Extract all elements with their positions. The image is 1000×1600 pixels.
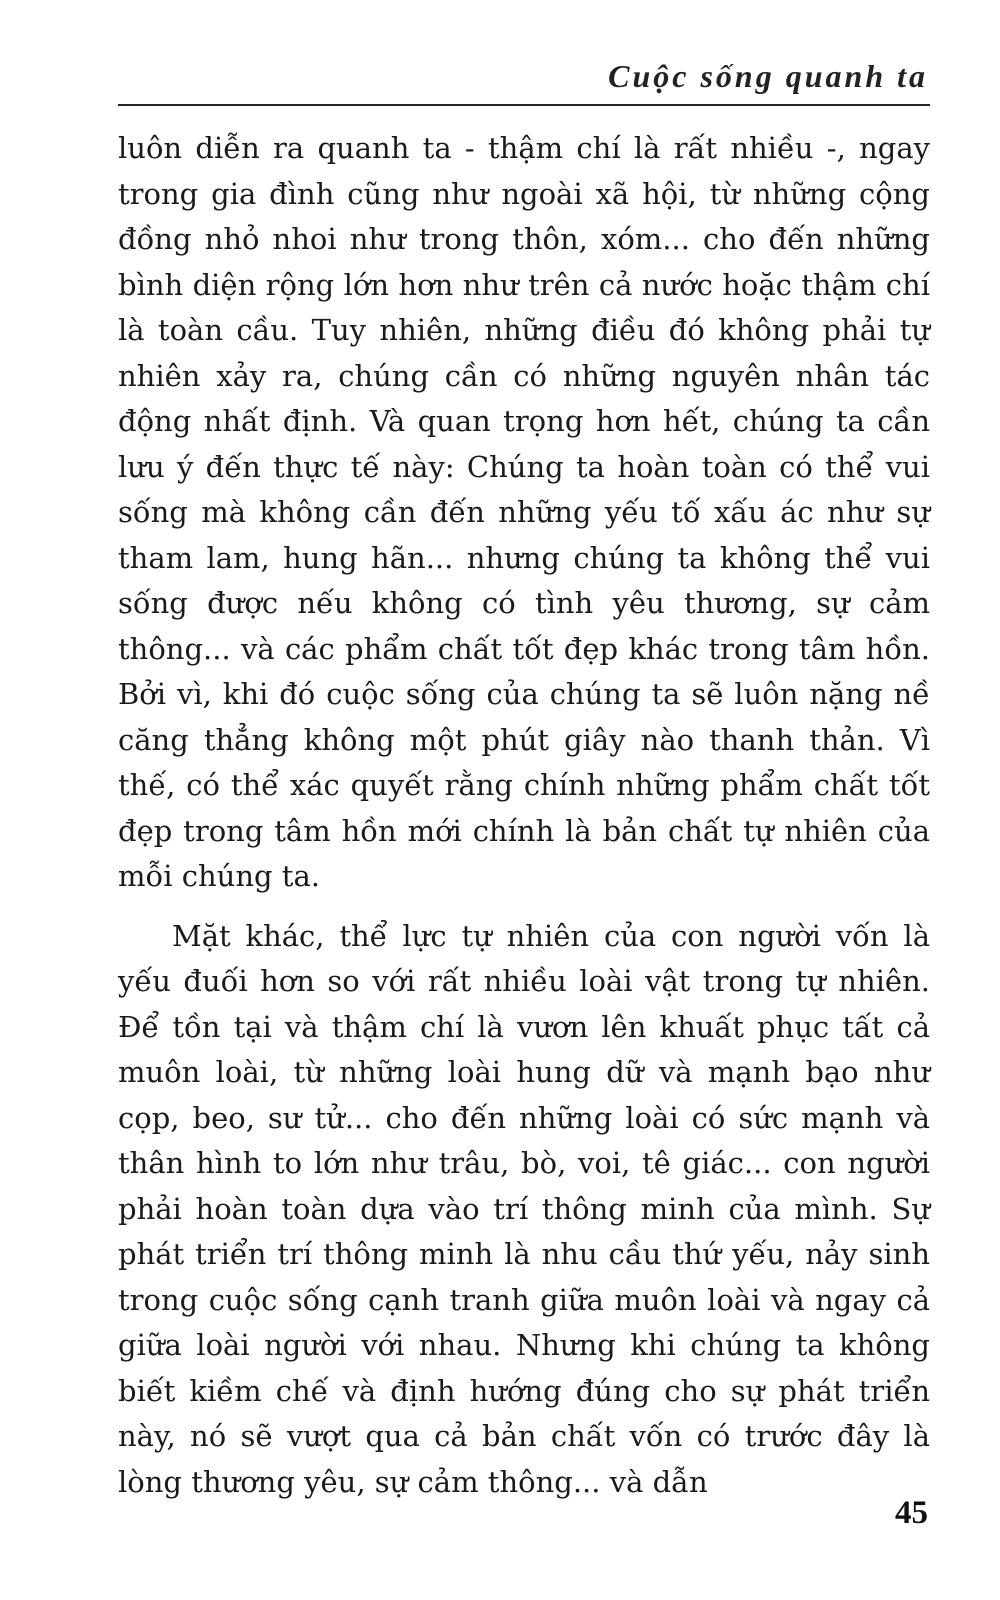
running-header (118, 52, 930, 106)
paragraph: Mặt khác, thể lực tự nhiên của con người vốn là yếu đuối hơn so với rất nhiều loài vật trong tự nhiên. Để tồn tại và thậm chí là vươn lên khuất phục tất cả muôn loài, từ những loài hung dữ và mạnh bạo như cọp, beo, sư tử... cho đến những loài có sức mạnh và thân hình to lớn như trâu, bò, voi, tê giác... con người phải hoàn toàn dựa vào trí thông minh của mình. Sự phát triển trí thông minh là nhu cầu thứ yếu, nảy sinh trong cuộc sống cạnh tranh giữa muôn loài và ngay cả giữa loài người với nhau. Nhưng khi chúng ta không biết kiềm chế và định hướng đúng cho sự phát triển này, nó sẽ vượt qua cả bản chất vốn có trước đây là lòng thương yêu, sự cảm thông... và dẫn (118, 918, 930, 1499)
body-text (118, 126, 930, 1505)
paragraph-continued: luôn diễn ra quanh ta - thậm chí là rất nhiều -, ngay trong gia đình cũng như ngoài xã hội, từ những cộng đồng nhỏ nhoi như trong thôn, xóm... cho đến những bình diện rộng lớn hơn như trên cả nước hoặc thậm chí là toàn cầu. Tuy nhiên, những điều đó không phải tự nhiên xảy ra, chúng cần có những nguyên nhân tác động nhất định. Và quan trọng hơn hết, chúng ta cần lưu ý đến thực tế này: Chúng ta hoàn toàn có thể vui sống mà không cần đến những yếu tố xấu ác như sự tham lam, hung hãn... nhưng chúng ta không thể vui sống được nếu không có tình yêu thương, sự cảm thông... và các phẩm chất tốt đẹp khác trong tâm hồn. Bởi vì, khi đó cuộc sống của chúng ta sẽ luôn nặng nề căng thẳng không một phút giây nào thanh thản. Vì thế, có thể xác quyết rằng chính những phẩm chất tốt đẹp trong tâm hồn mới chính là bản chất tự nhiên của mỗi chúng ta. (118, 131, 930, 893)
running-header-title: Cuộc sống quanh ta (608, 58, 928, 94)
page-number: 45 (895, 1495, 928, 1531)
